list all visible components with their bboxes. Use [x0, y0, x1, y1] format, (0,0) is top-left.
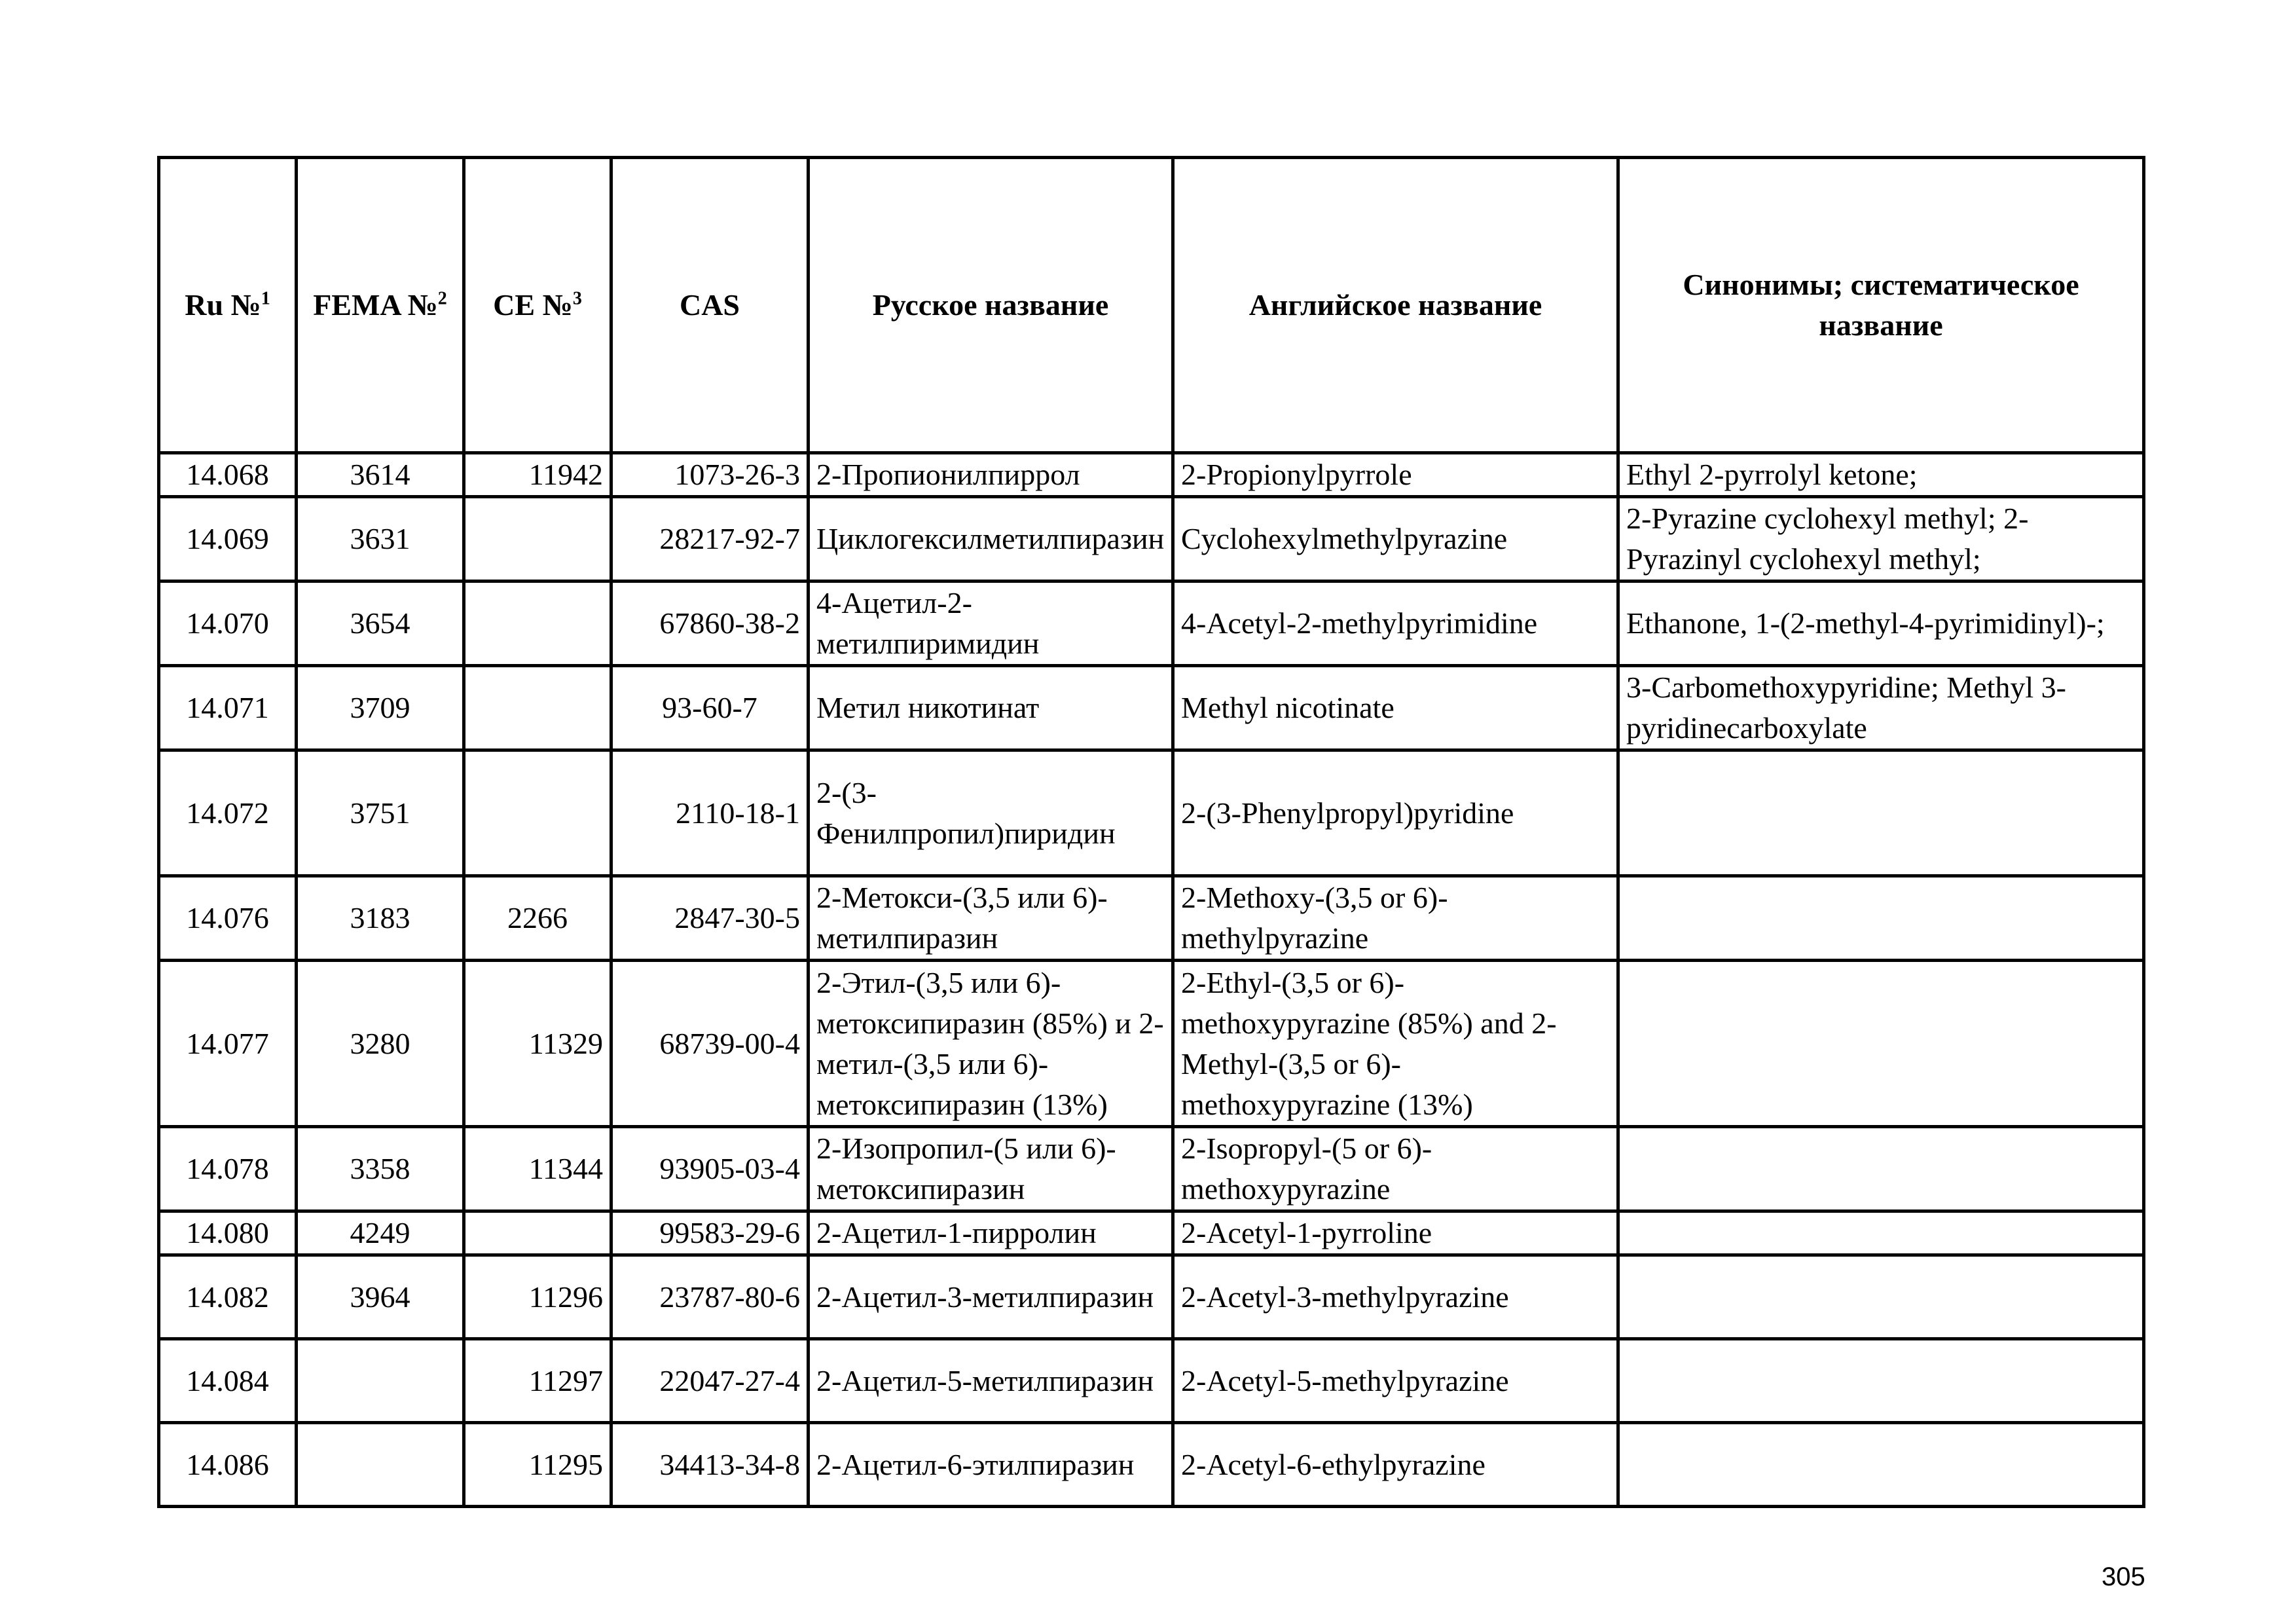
table-row [159, 1211, 2144, 1255]
table-row [159, 876, 2144, 961]
cell-fema-no: 3631 [297, 497, 464, 581]
cell-cas: 22047-27-4 [611, 1339, 809, 1423]
header-ru-no: Ru №$^1$ [159, 158, 297, 453]
table-row [159, 581, 2144, 666]
cell-ru-no: 14.069 [159, 497, 297, 581]
table-row [159, 1255, 2144, 1339]
table-row [159, 453, 2144, 497]
cell-ce-no [464, 1211, 611, 1255]
cell-fema-no: 3280 [297, 961, 464, 1127]
cell-ru-no: 14.076 [159, 876, 297, 961]
header-synonyms: Синонимы; систематическое название [1618, 158, 2144, 453]
header-russian-name: Русское название [809, 158, 1173, 453]
cell-ce-no [464, 581, 611, 666]
cell-ru-no: 14.071 [159, 666, 297, 750]
cell-ru-no: 14.072 [159, 750, 297, 876]
table-row [159, 1423, 2144, 1507]
table-row [159, 666, 2144, 750]
header-english-name: Английское название [1173, 158, 1618, 453]
cell-russian-name: 2-Ацетил-3-метилпиразин [809, 1255, 1173, 1339]
cell-ru-no: 14.080 [159, 1211, 297, 1255]
cell-fema-no: 3964 [297, 1255, 464, 1339]
cell-russian-name: 2-Ацетил-1-пирролин [809, 1211, 1173, 1255]
cell-fema-no: 3654 [297, 581, 464, 666]
cell-cas: 68739-00-4 [611, 961, 809, 1127]
cell-english-name: 2-Isopropyl-(5 or 6)-methoxypyrazine [1173, 1127, 1618, 1211]
cell-ce-no: 11942 [464, 453, 611, 497]
cell-english-name: 2-Acetyl-1-pyrroline [1173, 1211, 1618, 1255]
table-row [159, 961, 2144, 1127]
cell-cas: 67860-38-2 [611, 581, 809, 666]
cell-fema-no: 3183 [297, 876, 464, 961]
cell-cas: 23787-80-6 [611, 1255, 809, 1339]
document-page [157, 156, 2142, 1508]
cell-russian-name: 2-(3-Фенилпропил)пиридин [809, 750, 1173, 876]
cell-russian-name: Метил никотинат [809, 666, 1173, 750]
cell-english-name: Cyclohexylmethylpyrazine [1173, 497, 1618, 581]
cell-synonyms [1618, 1339, 2144, 1423]
cell-russian-name: 2-Пропионилпиррол [809, 453, 1173, 497]
cell-ru-no: 14.082 [159, 1255, 297, 1339]
header-cas: CAS [611, 158, 809, 453]
cell-synonyms [1618, 876, 2144, 961]
cell-fema-no: 3614 [297, 453, 464, 497]
cell-synonyms [1618, 1211, 2144, 1255]
cell-ru-no: 14.086 [159, 1423, 297, 1507]
table-row [159, 1127, 2144, 1211]
cell-ru-no: 14.084 [159, 1339, 297, 1423]
cell-ce-no: 11296 [464, 1255, 611, 1339]
cell-russian-name: 2-Ацетил-6-этилпиразин [809, 1423, 1173, 1507]
cell-ce-no [464, 750, 611, 876]
cell-english-name: 4-Acetyl-2-methylpyrimidine [1173, 581, 1618, 666]
header-row [159, 158, 2144, 453]
cell-fema-no: 4249 [297, 1211, 464, 1255]
cell-ce-no: 11329 [464, 961, 611, 1127]
header-ce-no: CE №$^3$ [464, 158, 611, 453]
cell-english-name: 2-Acetyl-5-methylpyrazine [1173, 1339, 1618, 1423]
cell-cas: 1073-26-3 [611, 453, 809, 497]
cell-synonyms [1618, 1127, 2144, 1211]
cell-ru-no: 14.077 [159, 961, 297, 1127]
cell-ru-no: 14.078 [159, 1127, 297, 1211]
cell-english-name: 2-(3-Phenylpropyl)pyridine [1173, 750, 1618, 876]
cell-english-name: 2-Acetyl-3-methylpyrazine [1173, 1255, 1618, 1339]
cell-english-name: 2-Acetyl-6-ethylpyrazine [1173, 1423, 1618, 1507]
cell-ce-no [464, 497, 611, 581]
cell-russian-name: 4-Ацетил-2-метилпиримидин [809, 581, 1173, 666]
table-row [159, 497, 2144, 581]
cell-cas: 93905-03-4 [611, 1127, 809, 1211]
page-number: 305 [2102, 1562, 2145, 1591]
cell-russian-name: 2-Этил-(3,5 или 6)-метоксипиразин (85%) и 2-метил-(3,5 или 6)-метоксипиразин (13%) [809, 961, 1173, 1127]
cell-synonyms [1618, 750, 2144, 876]
cell-synonyms [1618, 1255, 2144, 1339]
cell-cas: 2110-18-1 [611, 750, 809, 876]
cell-cas: 28217-92-7 [611, 497, 809, 581]
cell-cas: 93-60-7 [611, 666, 809, 750]
cell-english-name: 2-Methoxy-(3,5 or 6)-methylpyrazine [1173, 876, 1618, 961]
cell-ce-no [464, 666, 611, 750]
cell-cas: 99583-29-6 [611, 1211, 809, 1255]
cell-fema-no [297, 1423, 464, 1507]
cell-fema-no [297, 1339, 464, 1423]
table-row [159, 750, 2144, 876]
cell-ru-no: 14.068 [159, 453, 297, 497]
cell-russian-name: 2-Метокси-(3,5 или 6)-метилпиразин [809, 876, 1173, 961]
cell-english-name: 2-Ethyl-(3,5 or 6)-methoxypyrazine (85%) and 2-Methyl-(3,5 or 6)-methoxypyrazine (13%) [1173, 961, 1618, 1127]
flavoring-substances-table [157, 156, 2145, 1508]
cell-synonyms [1618, 961, 2144, 1127]
cell-fema-no: 3358 [297, 1127, 464, 1211]
cell-english-name: 2-Propionylpyrrole [1173, 453, 1618, 497]
cell-synonyms: 2-Pyrazine cyclohexyl methyl; 2-Pyrazinyl cyclohexyl methyl; [1618, 497, 2144, 581]
table-row [159, 1339, 2144, 1423]
cell-russian-name: 2-Изопропил-(5 или 6)-метоксипиразин [809, 1127, 1173, 1211]
cell-ce-no: 11297 [464, 1339, 611, 1423]
cell-fema-no: 3751 [297, 750, 464, 876]
cell-ce-no: 11344 [464, 1127, 611, 1211]
cell-russian-name: Циклогексилметилпиразин [809, 497, 1173, 581]
cell-ce-no: 2266 [464, 876, 611, 961]
cell-synonyms: Ethanone, 1-(2-methyl-4-pyrimidinyl)-; [1618, 581, 2144, 666]
cell-synonyms [1618, 1423, 2144, 1507]
cell-english-name: Methyl nicotinate [1173, 666, 1618, 750]
header-fema-no: FEMA №$^2$ [297, 158, 464, 453]
cell-synonyms: 3-Carbomethoxypyridine; Methyl 3-pyridinecarboxylate [1618, 666, 2144, 750]
cell-ce-no: 11295 [464, 1423, 611, 1507]
cell-cas: 2847-30-5 [611, 876, 809, 961]
cell-fema-no: 3709 [297, 666, 464, 750]
cell-synonyms: Ethyl 2-pyrrolyl ketone; [1618, 453, 2144, 497]
cell-cas: 34413-34-8 [611, 1423, 809, 1507]
cell-ru-no: 14.070 [159, 581, 297, 666]
cell-russian-name: 2-Ацетил-5-метилпиразин [809, 1339, 1173, 1423]
